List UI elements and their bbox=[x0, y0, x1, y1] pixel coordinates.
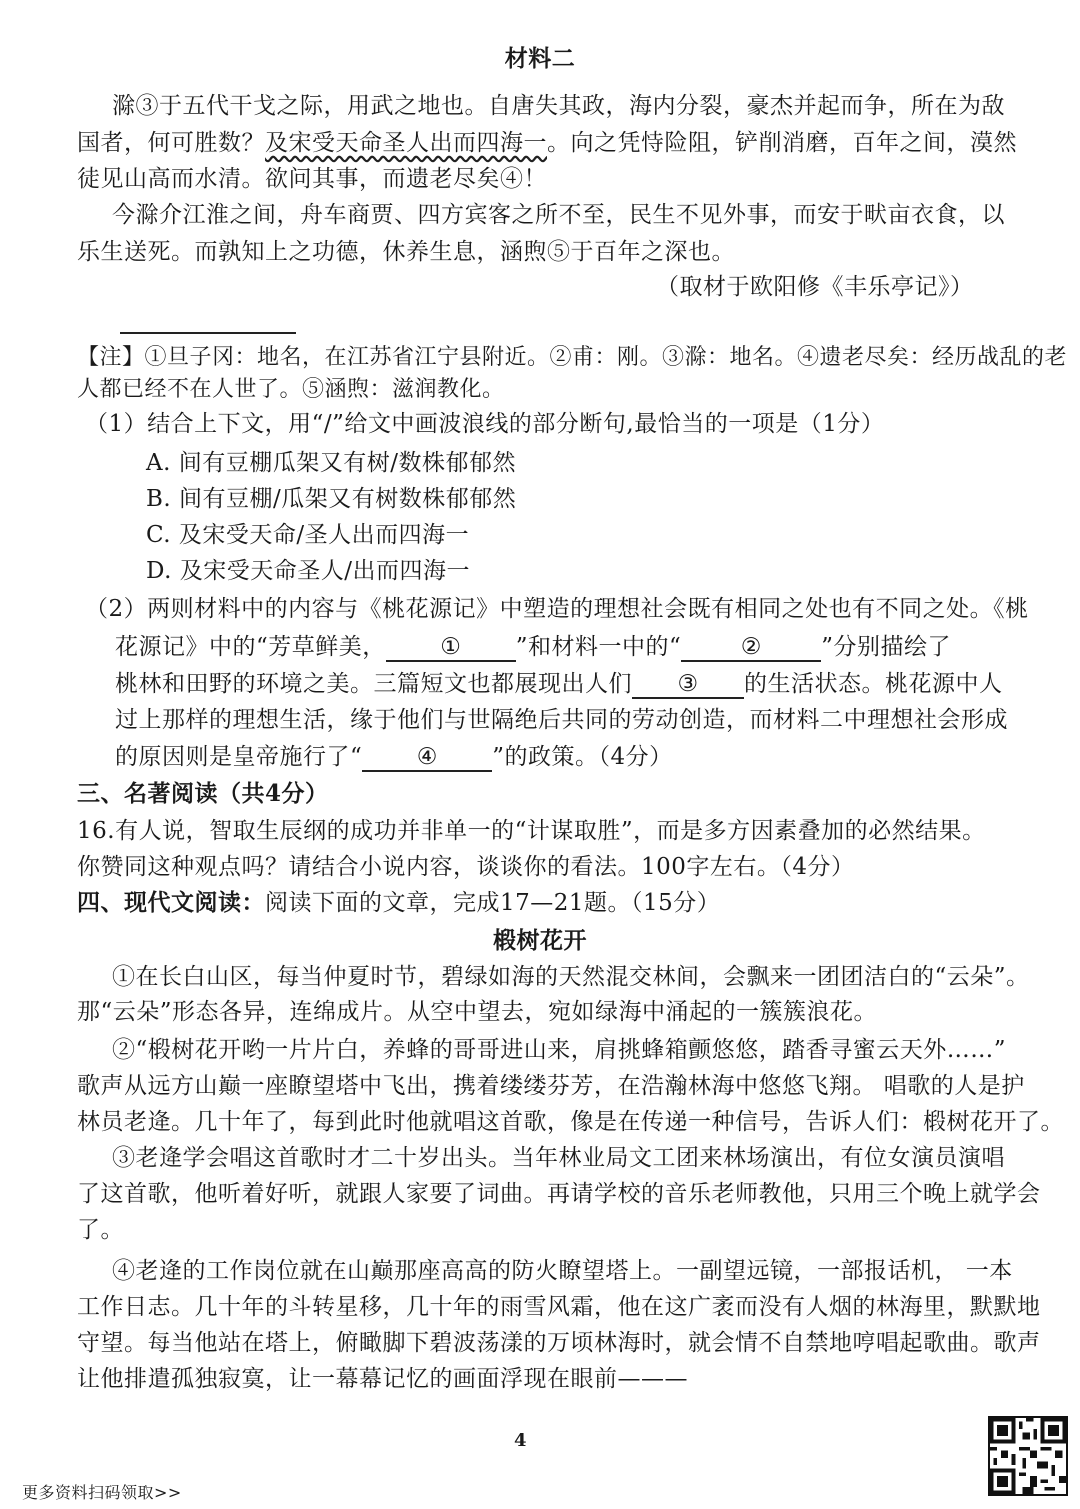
material2-p1-line2-b: 。向之凭恃险阻，铲削消磨，百年之间，漠然 bbox=[547, 130, 1017, 156]
q2-line2-c: ”分别描绘了 bbox=[821, 634, 952, 660]
footer-scan-link[interactable]: 更多资料扫码领取>> bbox=[22, 1483, 182, 1502]
material2-p1-line2 bbox=[77, 128, 1017, 158]
q2-line1: （2）两则材料中的内容与《桃花源记》中塑造的理想社会既有相同之处也有不同之处。《桃 bbox=[85, 596, 1029, 622]
page-number: 4 bbox=[514, 1430, 528, 1451]
q2-line4: 过上那样的理想生活，缘于他们与世隔绝后共同的劳动创造，而材料二中理想社会形成 bbox=[115, 707, 1008, 733]
material2-p2-line2: 乐生送死。而孰知上之功德，休养生息，涵煦⑤于百年之深也。 bbox=[77, 239, 735, 265]
material2-p1-line2-a: 国者，何可胜数？ bbox=[77, 130, 265, 156]
answer-blank-3[interactable]: ③ bbox=[632, 671, 744, 699]
q1-stem: （1）结合上下文，用“/”给文中画波浪线的部分断句,最恰当的一项是（1分） bbox=[85, 411, 885, 437]
article-p3-line1: ③老逄学会唱这首歌时才二十岁出头。当年林业局文工团来林场演出，有位女演员演唱 bbox=[112, 1145, 1005, 1171]
q2-line2-b: ”和材料一中的“ bbox=[515, 634, 682, 660]
q2-line2 bbox=[115, 632, 951, 662]
notes-line1: 【注】①旦子冈：地名，在江苏省江宁县附近。②甫：刚。③滁：地名。④遗老尽矣：经历战乱的老 bbox=[77, 345, 1068, 370]
article-p1-line1: ①在长白山区，每当仲夏时节，碧绿如海的天然混交林间，会飘来一团团洁白的“云朵”。 bbox=[112, 964, 1030, 990]
article-p2-line2: 歌声从远方山巅一座瞭望塔中飞出，携着缕缕芬芳，在浩瀚林海中悠悠飞翔。 唱歌的人是护 bbox=[77, 1073, 1025, 1099]
article-p3-line2: 了这首歌，他听着好听，就跟人家要了词曲。再请学校的音乐老师教他，只用三个晚上就学会 bbox=[77, 1181, 1041, 1207]
answer-blank-4[interactable]: ④ bbox=[362, 744, 492, 772]
q2-line3-b: 的生活状态。桃花源中人 bbox=[744, 671, 1003, 697]
q16-line1: 16.有人说，智取生辰纲的成功并非单一的“计谋取胜”，而是多方因素叠加的必然结果。 bbox=[77, 818, 986, 844]
material2-p1-line1: 滁③于五代干戈之际，用武之地也。自唐失其政，海内分裂，豪杰并起而争，所在为敌 bbox=[112, 93, 1005, 119]
q2-line3 bbox=[115, 669, 1003, 699]
q1-option-c: C. 及宋受天命/圣人出而四海一 bbox=[146, 522, 470, 548]
q2-line3-a: 桃林和田野的环境之美。三篇短文也都展现出人们 bbox=[115, 671, 632, 697]
wavy-underlined-sentence: 及宋受天命圣人出而四海一 bbox=[265, 130, 547, 156]
section3-heading: 三、名著阅读（共4分） bbox=[77, 780, 329, 807]
answer-blank-2[interactable]: ② bbox=[681, 634, 821, 662]
section4-heading bbox=[77, 888, 720, 918]
q1-option-d: D. 及宋受天命圣人/出而四海一 bbox=[146, 558, 470, 584]
section4-heading-rest: 阅读下面的文章，完成17—21题。（15分） bbox=[265, 890, 721, 916]
q1-option-b: B. 间有豆棚/瓜架又有树数株郁郁然 bbox=[146, 486, 517, 512]
article-p4-line3: 守望。每当他站在塔上，俯瞰脚下碧波荡漾的万顷林海时，就会情不自禁地哼唱起歌曲。歌声 bbox=[77, 1330, 1041, 1356]
q2-line5 bbox=[115, 742, 673, 772]
material2-p2-line1: 今滁介江淮之间，舟车商贾、四方宾客之所不至，民生不见外事，而安于畎亩衣食，以 bbox=[112, 202, 1005, 228]
material2-source: （取材于欧阳修《丰乐亭记》） bbox=[656, 274, 974, 300]
q1-option-a: A. 间有豆棚瓜架又有树/数株郁郁然 bbox=[146, 450, 516, 476]
q16-line2: 你赞同这种观点吗？请结合小说内容，谈谈你的看法。100字左右。（4分） bbox=[77, 854, 855, 880]
material2-title: 材料二 bbox=[504, 45, 576, 72]
qr-code-icon[interactable] bbox=[988, 1416, 1068, 1496]
article-p2-line1: ②“椴树花开哟一片片白，养蜂的哥哥进山来，肩挑蜂箱颤悠悠，踏香寻蜜云天外……” bbox=[112, 1037, 1007, 1063]
notes-separator bbox=[120, 332, 296, 334]
article-p1-line2: 那“云朵”形态各异，连绵成片。从空中望去，宛如绿海中涌起的一簇簇浪花。 bbox=[77, 999, 878, 1025]
article-p4-line2: 工作日志。几十年的斗转星移，几十年的雨雪风霜，他在这广袤而没有人烟的林海里，默默地 bbox=[77, 1294, 1041, 1320]
q2-line5-a: 的原因则是皇帝施行了“ bbox=[115, 744, 363, 770]
notes-line2: 人都已经不在人世了。⑤涵煦：滋润教化。 bbox=[77, 377, 505, 402]
q2-line2-a: 花源记》中的“芳草鲜美， bbox=[115, 634, 386, 660]
article-title: 椴树花开 bbox=[493, 927, 587, 954]
article-p4-line4: 让他排遣孤独寂寞，让一幕幕记忆的画面浮现在眼前——— bbox=[77, 1366, 688, 1392]
article-p3-line3: 了。 bbox=[77, 1217, 124, 1243]
section4-heading-bold: 四、现代文阅读： bbox=[77, 889, 265, 916]
q2-line5-b: ”的政策。（4分） bbox=[492, 744, 673, 770]
material2-p1-line3: 徒见山高而水清。欲问其事，而遗老尽矣④！ bbox=[77, 166, 547, 192]
answer-blank-1[interactable]: ① bbox=[386, 634, 516, 662]
article-p4-line1: ④老逄的工作岗位就在山巅那座高高的防火瞭望塔上。一副望远镜，一部报话机， 一本 bbox=[112, 1258, 1013, 1284]
article-p2-line3: 林员老逄。几十年了，每到此时他就唱这首歌，像是在传递一种信号，告诉人们：椴树花开了。 bbox=[77, 1109, 1064, 1135]
